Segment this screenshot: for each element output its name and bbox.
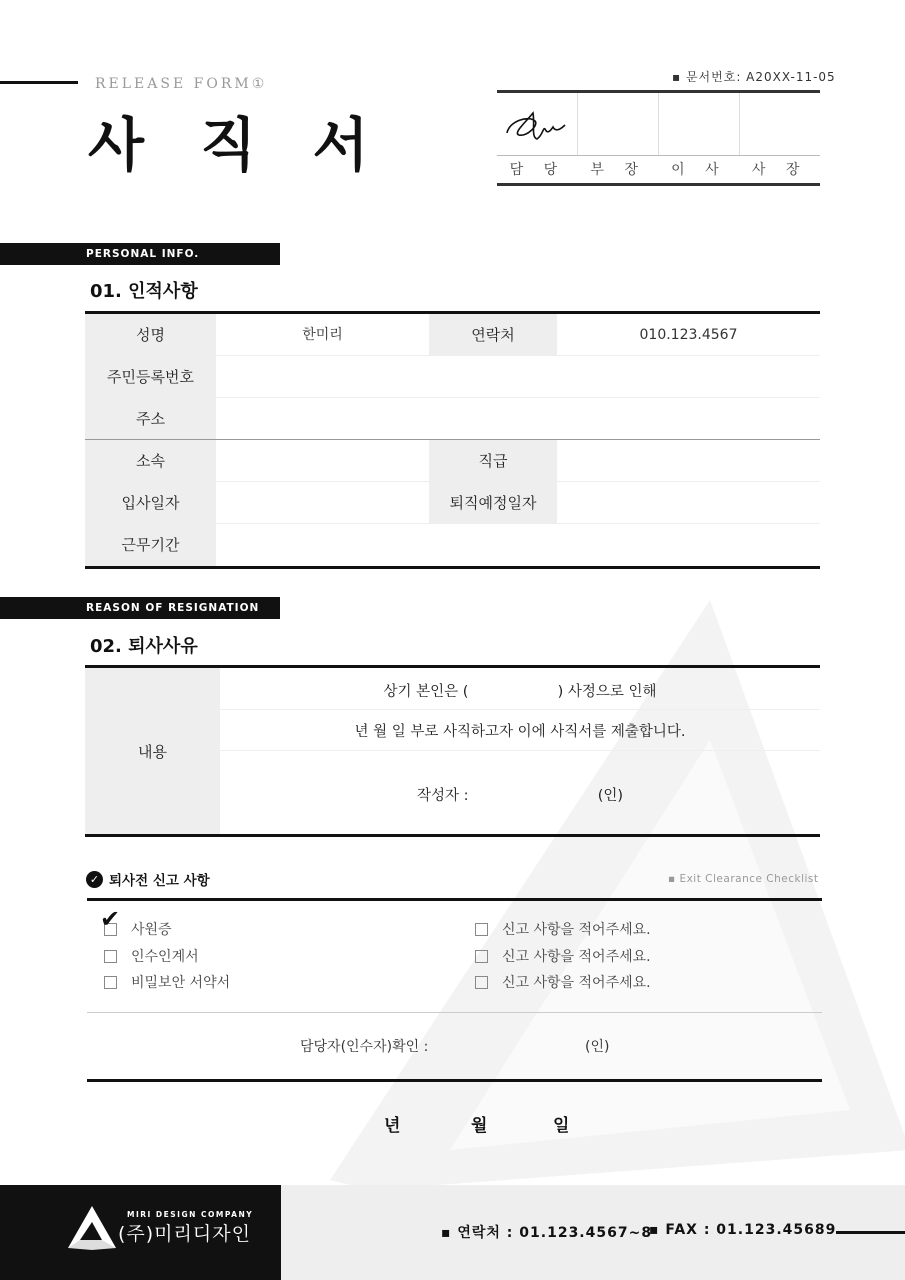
reason-table: [85, 665, 820, 837]
rank-label: 직급: [429, 440, 557, 481]
checklist-item-label: 인수인계서: [131, 949, 199, 965]
table-row: [85, 482, 820, 524]
table-row: [85, 356, 820, 398]
reason-line2: 년 월 일 부로 사직하고자 이에 사직서를 제출합니다.: [354, 724, 686, 740]
checklist-divider: [87, 1012, 822, 1013]
approval-cell-president[interactable]: [740, 93, 820, 155]
writer-seal: (인): [597, 788, 624, 804]
leave-date-label: 퇴직예정일자: [429, 482, 557, 523]
reason-line1-start: 상기 본인은 (: [383, 684, 469, 700]
content-label: 내용: [85, 668, 220, 834]
checklist-item-label: 신고 사항을 적어주세요.: [502, 949, 651, 965]
approval-cell-director[interactable]: [578, 93, 659, 155]
rank-field[interactable]: [557, 440, 820, 481]
table-row: [85, 398, 820, 440]
leave-date-field[interactable]: [557, 482, 820, 523]
department-field[interactable]: [216, 440, 429, 481]
checkbox[interactable]: [475, 923, 488, 936]
checklist-item[interactable]: [475, 946, 651, 966]
checklist-subtitle: ▪ Exit Clearance Checklist: [668, 873, 819, 885]
signature-icon: [499, 99, 579, 149]
work-period-label: 근무기간: [85, 524, 216, 566]
header-rule: [0, 81, 78, 84]
checklist-item[interactable]: [475, 972, 651, 992]
date-month: 월: [471, 1116, 488, 1136]
check-circle-icon: ✓: [86, 871, 103, 888]
approval-label-executive: 이 사: [671, 162, 727, 178]
checklist-heading: [86, 869, 210, 889]
join-date-label: 입사일자: [85, 482, 216, 523]
company-name-en: MIRI DESIGN COMPANY: [127, 1210, 254, 1219]
work-period-field[interactable]: [216, 524, 820, 566]
resident-id-field[interactable]: [216, 356, 820, 397]
approval-label-director: 부 장: [590, 162, 646, 178]
footer-rule: [836, 1231, 905, 1234]
name-label: 성명: [85, 314, 216, 355]
reason-content[interactable]: [220, 668, 820, 834]
department-label: 소속: [85, 440, 216, 481]
document-number: ▪ 문서번호: A20XX-11-05: [672, 70, 836, 84]
table-row: [85, 524, 820, 566]
reason-line1-end: ) 사정으로 인해: [557, 684, 657, 700]
resident-id-label: 주민등록번호: [85, 356, 216, 397]
reason-section-title: 02. 퇴사사유: [90, 636, 198, 657]
checkmark-icon: ✔: [100, 905, 121, 933]
release-form-label: RELEASE FORM①: [95, 76, 268, 92]
checklist-item[interactable]: [104, 946, 199, 966]
footer-phone: ▪ 연락처 : 01.123.4567~8: [441, 1225, 653, 1241]
checklist-rule: [87, 898, 822, 901]
contact-label: 연락처: [429, 314, 557, 355]
date-day: 일: [553, 1116, 570, 1136]
company-logo-icon: [66, 1204, 118, 1252]
checklist-item[interactable]: [104, 972, 230, 992]
personal-section-title: 01. 인적사항: [90, 281, 198, 302]
checklist-item-label: 사원증: [131, 922, 172, 938]
approval-label-manager: 담 당: [509, 162, 566, 178]
approval-cell-executive[interactable]: [659, 93, 740, 155]
footer-fax: ▪ FAX : 01.123.45689: [649, 1222, 837, 1238]
name-field[interactable]: 한미리: [302, 327, 343, 343]
checkbox[interactable]: [104, 976, 117, 989]
checklist-item[interactable]: [475, 919, 651, 939]
address-label: 주소: [85, 398, 216, 439]
writer-label: 작성자 :: [416, 788, 469, 804]
checkbox[interactable]: [475, 976, 488, 989]
approval-cell-manager[interactable]: [497, 93, 578, 155]
confirm-seal: (인): [585, 1039, 610, 1055]
personal-info-table: [85, 311, 820, 569]
approval-box: [497, 90, 820, 186]
checkbox[interactable]: [475, 950, 488, 963]
date-year: 년: [384, 1116, 401, 1136]
approval-label-president: 사 장: [751, 162, 808, 178]
checklist-item-label: 신고 사항을 적어주세요.: [502, 922, 651, 938]
address-field[interactable]: [216, 398, 820, 439]
checklist-item-label: 비밀보안 서약서: [131, 975, 231, 991]
checkbox[interactable]: [104, 950, 117, 963]
checklist-title: 퇴사전 신고 사항: [109, 873, 210, 889]
reason-banner: REASON OF RESIGNATION: [0, 597, 280, 619]
table-row: [85, 440, 820, 482]
checklist-item-label: 신고 사항을 적어주세요.: [502, 975, 651, 991]
confirm-label: 담당자(인수자)확인 :: [300, 1039, 429, 1055]
checklist-bottom-rule: [87, 1079, 822, 1082]
company-name-ko: (주)미리디자인: [118, 1223, 251, 1245]
page-title: 사 직 서: [88, 111, 387, 179]
contact-field[interactable]: 010.123.4567: [639, 327, 738, 343]
table-row: [85, 314, 820, 356]
join-date-field[interactable]: [216, 482, 429, 523]
personal-info-banner: PERSONAL INFO.: [0, 243, 280, 265]
